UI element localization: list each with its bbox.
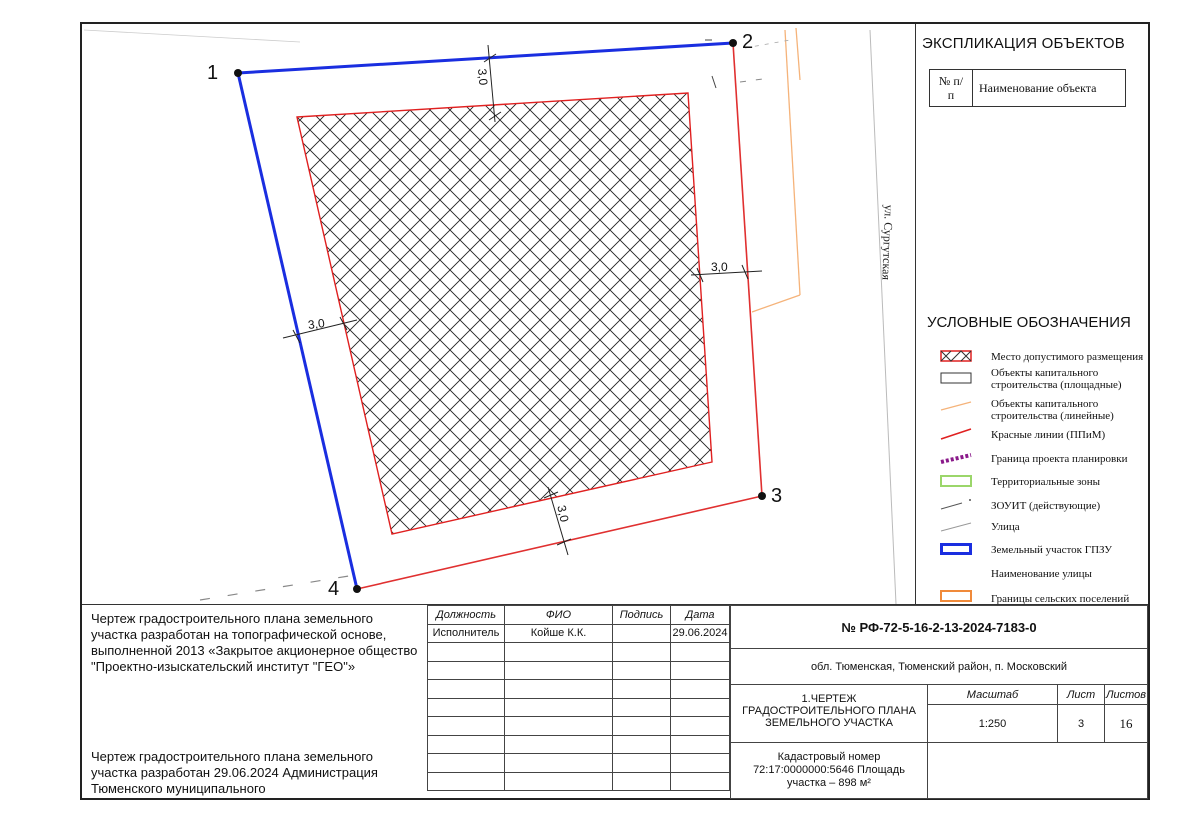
street-icon	[940, 520, 972, 532]
explication-col-num: № п/п	[930, 70, 973, 107]
side-panel: ЭКСПЛИКАЦИЯ ОБЪЕКТОВ № п/п Наименование объекта УСЛОВНЫЕ ОБОЗНАЧЕНИЯ Место допустимого размещения Объекты капитального строительства (площадные) Объекты капитального строительства (линейные) Красные линии (ППиМ) Граница проекта планировки Территориальные зоны ЗОУИТ (действующие) Улица Земельный участок ГПЗУ Наименование улицы Границы сельских поселений	[915, 24, 1148, 604]
sheets-label: Листов	[1104, 684, 1148, 705]
street-line	[870, 30, 896, 604]
area-object-icon	[940, 372, 972, 384]
signature-grid	[427, 605, 730, 791]
scale-label: Масштаб	[927, 684, 1058, 705]
title-block	[82, 604, 1148, 799]
linear-object-line	[785, 30, 800, 295]
empty-cell	[927, 742, 1148, 799]
cell-signature	[613, 624, 671, 643]
sheets-value: 16	[1104, 704, 1148, 743]
territorial-zone-icon	[940, 475, 972, 487]
permissible-placement-area	[297, 93, 712, 534]
cadastral-info: Кадастровый номер 72:17:0000000:5646 Площадь участка – 898 м²	[730, 742, 928, 799]
explication-col-name: Наименование объекта	[973, 70, 1126, 107]
dimension-east: 3,0	[711, 260, 728, 274]
zouit-icon	[940, 497, 972, 511]
rural-settlement-icon	[940, 590, 972, 602]
parcel-icon	[940, 543, 972, 555]
dimension-north: 3,0	[475, 68, 491, 86]
sheet-title: 1.ЧЕРТЕЖ ГРАДОСТРОИТЕЛЬНОГО ПЛАНА ЗЕМЕЛЬНОГО УЧАСТКА	[730, 684, 928, 743]
street-name-label: ул. Сургутская	[879, 204, 896, 281]
vertex-label-3: 3	[771, 485, 783, 507]
header-signature: Подпись	[613, 606, 671, 625]
header-position: Должность	[428, 606, 505, 625]
hatch-symbol-icon	[940, 350, 972, 362]
address: обл. Тюменская, Тюменский район, п. Московский	[730, 648, 1148, 685]
explication-title: ЭКСПЛИКАЦИЯ ОБЪЕКТОВ	[922, 35, 1125, 52]
legend-title: УСЛОВНЫЕ ОБОЗНАЧЕНИЯ	[927, 314, 1131, 331]
linear-object-icon	[940, 400, 972, 412]
dimension-west: 3,0	[307, 316, 326, 332]
red-line-east	[733, 43, 762, 496]
site-plan-drawing	[82, 24, 915, 604]
cell-position: Исполнитель	[428, 624, 505, 643]
vertex-label-1: 1	[207, 62, 219, 84]
vertex-label-4: 4	[328, 578, 340, 600]
note-developed: Чертеж градостроительного плана земельного участка разработан 29.06.2024 Администрация Тюменского муниципального	[91, 749, 378, 796]
sheet-label: Лист	[1057, 684, 1105, 705]
explication-table	[929, 69, 1126, 107]
document-number: № РФ-72-5-16-2-13-2024-7183-0	[730, 605, 1148, 649]
header-name: ФИО	[505, 606, 613, 625]
vertex-label-2: 2	[742, 31, 754, 53]
cell-name: Койше К.К.	[505, 624, 613, 643]
cell-date: 29.06.2024	[671, 624, 730, 643]
note-topographic: Чертеж градостроительного плана земельного участка разработан на топографической основе, выполненной 2013 «Закрытое акционерное общество "Проектно-изыскательский институт "ГЕО"»	[91, 611, 418, 674]
header-date: Дата	[671, 606, 730, 625]
dimension-south: 3,0	[554, 504, 572, 524]
planning-boundary-icon	[940, 452, 972, 464]
scale-value: 1:250	[927, 704, 1058, 743]
sheet-value: 3	[1057, 704, 1105, 743]
red-line-icon	[940, 428, 972, 440]
